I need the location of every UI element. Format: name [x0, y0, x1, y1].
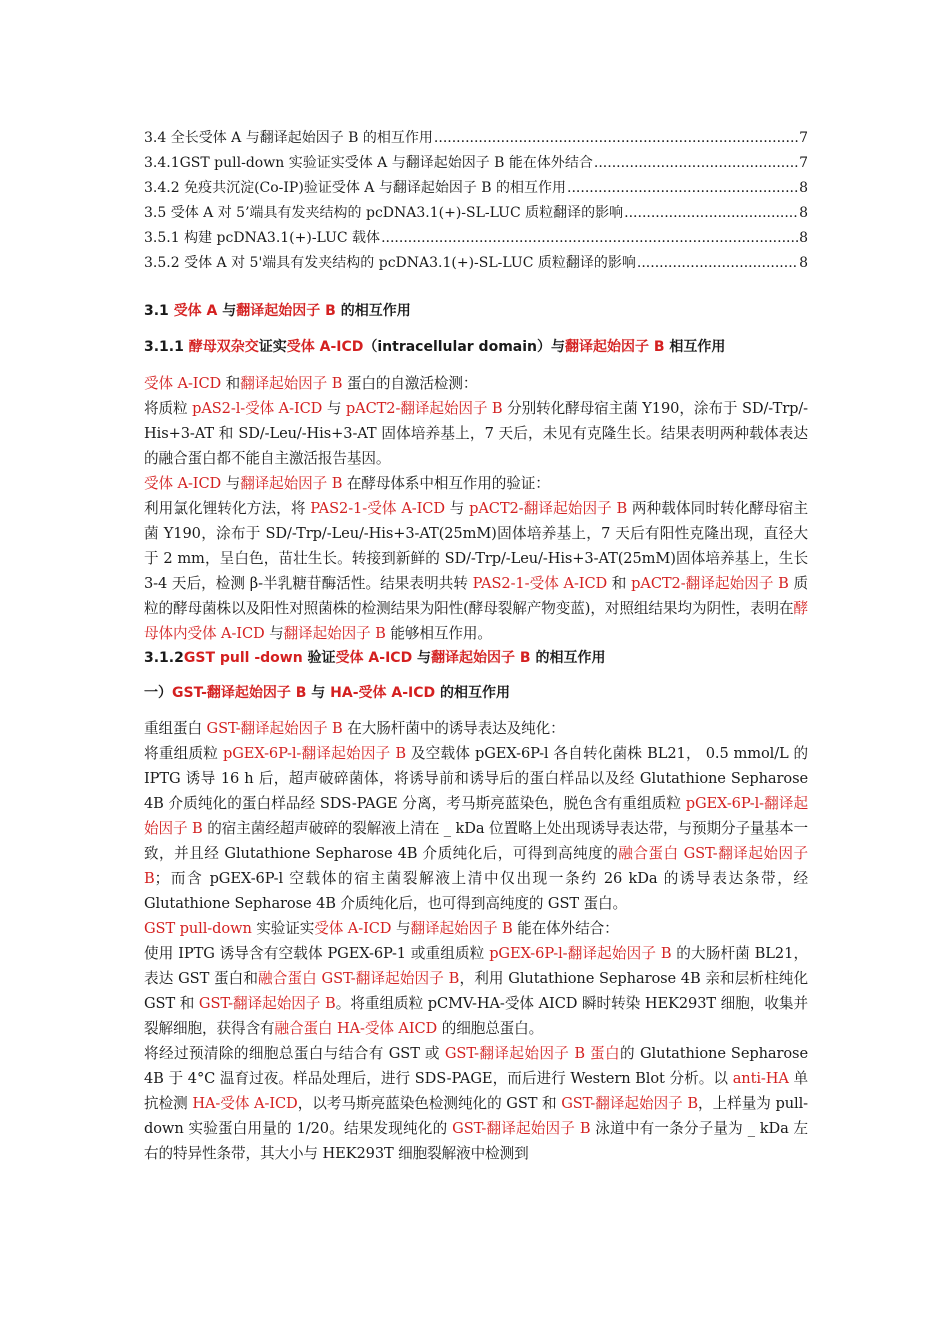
- paragraph: [144, 1041, 808, 1166]
- text-run: 与: [391, 920, 411, 937]
- section-body-3-1-2: [144, 716, 808, 1166]
- highlight-term: 酵母体内受体 A-ICD: [144, 600, 808, 642]
- paragraph: [144, 371, 808, 396]
- highlight-term: anti-HA: [732, 1070, 789, 1087]
- heading-text: 的相互作用: [530, 650, 606, 666]
- text-run: 使用 IPTG 诱导含有空载体 PGEX-6P-1 或重组质粒: [144, 945, 490, 962]
- toc-entry[interactable]: [144, 151, 808, 176]
- toc-entry-title: 3.5 受体 A 对 5’端具有发夹结构的 pcDNA3.1(+)-SL-LUC 质粒翻译的影响: [144, 205, 624, 221]
- toc-entry-title: 3.4.2 免疫共沉淀(Co-IP)验证受体 A 与翻译起始因子 B 的相互作用: [144, 180, 567, 196]
- highlight-term: 翻译起始因子 B: [240, 375, 343, 392]
- toc-entry-page: 7: [799, 155, 808, 171]
- paragraph: [144, 471, 808, 496]
- text-run: 与: [221, 475, 241, 492]
- highlight-term: PAS2-1-受体 A-ICD: [310, 500, 445, 517]
- text-run: 能够相互作用。: [385, 625, 492, 642]
- heading-text: 的相互作用: [435, 685, 511, 701]
- text-run: 单抗检测: [144, 1070, 808, 1112]
- heading-text: 证实: [258, 339, 287, 355]
- highlight-term: 翻译起始因子 B: [565, 339, 665, 355]
- text-run: 的细胞总蛋白。: [437, 1020, 544, 1037]
- toc-entry-page: 8: [799, 230, 808, 246]
- toc-leader-dots: [434, 126, 798, 151]
- highlight-term: 受体 A-ICD: [286, 339, 364, 355]
- text-run: 泳道中有一条分子量为 _ kDa 左右的特异性条带，其大小与 HEK293T 细胞裂解液中检测到: [144, 1120, 808, 1162]
- text-run: 的 Glutathione Sepharose 4B 于 4°C 温育过夜。样品处理后，进行 SDS-PAGE，而后进行 Western Blot 分析。以: [144, 1045, 808, 1087]
- text-run: 在大肠杆菌中的诱导表达及纯化：: [342, 720, 565, 737]
- section-heading-3-1: [144, 299, 808, 324]
- text-run: 重组蛋白: [144, 720, 207, 737]
- toc-leader-dots: [594, 151, 798, 176]
- toc-entry-title: 3.5.2 受体 A 对 5'端具有发夹结构的 pcDNA3.1(+)-SL-LUC 质粒翻译的影响: [144, 255, 636, 271]
- highlight-term: pACT2-翻译起始因子 B: [345, 400, 503, 417]
- highlight-term: pGEX-6P-l-翻译起始因子 B: [144, 795, 808, 837]
- highlight-term: 受体 A-ICD: [144, 375, 222, 392]
- text-run: 能在体外结合：: [512, 920, 619, 937]
- text-run: ，上样量为 pull-down 实验蛋白用量的 1/20。结果发现纯化的: [144, 1095, 808, 1137]
- highlight-term: 融合蛋白 GST-翻译起始因子 B: [144, 845, 808, 887]
- highlight-term: PAS2-1-受体 A-ICD: [472, 575, 608, 592]
- highlight-term: 受体 A-ICD: [144, 475, 222, 492]
- heading-number: 3.1: [144, 303, 174, 319]
- toc-entry[interactable]: [144, 226, 808, 251]
- text-run: 将质粒: [144, 400, 193, 417]
- highlight-term: 酵母双杂交: [188, 339, 259, 355]
- highlight-term: 融合蛋白 HA-受体 AICD: [274, 1020, 438, 1037]
- text-run: 及空载体 pGEX-6P-l 各自转化菌株 BL21， 0.5 mmol/L 的 IPTG 诱导 16 h 后，超声破碎菌体，将诱导前和诱导后的蛋白样品以及经 Glutathione Sepharose 4B 介质纯化的蛋白样品经 SDS-PAGE 分离，考马斯亮蓝染色，脱色含有重组质粒: [144, 745, 808, 812]
- heading-number: 3.1.1: [144, 339, 189, 355]
- highlight-term: HA-受体 A-ICD: [330, 685, 436, 701]
- section-body-3-1-1: [144, 371, 808, 646]
- highlight-term: GST-翻译起始因子 B: [452, 1120, 591, 1137]
- highlight-term: 翻译起始因子 B: [236, 303, 336, 319]
- text-run: ；而含 pGEX-6P-l 空载体的宿主菌裂解液上清中仅出现一条约 26 kDa 的诱导表达条带，经 Glutathione Sepharose 4B 介质纯化后，也可得到高纯度的 GST 蛋白。: [144, 870, 808, 912]
- text-run: 利用氯化锂转化方法，将: [144, 500, 311, 517]
- text-run: 。将重组质粒 pCMV-HA-受体 AICD 瞬时转染 HEK293T 细胞，收集并裂解细胞，获得含有: [144, 995, 808, 1037]
- heading-text: 相互作用: [664, 339, 726, 355]
- heading-text: 的相互作用: [335, 303, 411, 319]
- toc-leader-dots: [624, 201, 798, 226]
- highlight-term: 翻译起始因子 B: [240, 475, 343, 492]
- heading-text: 验证: [302, 650, 336, 666]
- toc-leader-dots: [381, 226, 798, 251]
- highlight-term: pAS2-l-受体 A-ICD: [192, 400, 323, 417]
- text-run: 与: [322, 400, 346, 417]
- toc-entry-page: 8: [799, 205, 808, 221]
- text-run: 两种载体同时转化酵母宿主菌 Y190，涂布于 SD/-Trp/-Leu/-His+3-AT(25mM)固体培养基上，7 天后有阳性克隆出现，直径大于 2 mm，呈白色，苗壮生长。转接到新鲜的 SD/-Trp/-Leu/-His+3-AT(25mM)固体培养基上，生长 3-4 天后，检测 β-半乳糖苷酶活性。结果表明共转: [144, 500, 808, 592]
- text-run: 与: [444, 500, 470, 517]
- table-of-contents: [144, 126, 808, 276]
- text-run: 实验证实: [251, 920, 315, 937]
- text-run: 分别转化酵母宿主菌 Y190，涂布于 SD/-Trp/-His+3-AT 和 SD/-Leu/-His+3-AT 固体培养基上，7 天后，未见有克隆生长。结果表明两种载体表达的融合蛋白都不能自主激活报告基因。: [144, 400, 808, 467]
- toc-leader-dots: [637, 251, 798, 276]
- highlight-term: GST-翻译起始因子 B: [172, 685, 307, 701]
- subsection-heading: [144, 681, 808, 706]
- toc-entry-page: 7: [799, 130, 808, 146]
- heading-text: 与: [217, 303, 237, 319]
- highlight-term: pGEX-6P-l-翻译起始因子 B: [222, 745, 406, 762]
- highlight-term: 受体 A: [173, 303, 218, 319]
- text-run: 的宿主菌经超声破碎的裂解液上清在 _ kDa 位置略上处出现诱导表达带，与预期分子量基本一致，并且经 Glutathione Sepharose 4B 介质纯化后，可得到高纯度的: [144, 820, 808, 862]
- heading-text: 与: [306, 685, 331, 701]
- text-run: 的大肠杆菌 BL21，表达 GST 蛋白和: [144, 945, 808, 987]
- heading-number: 3.1.2: [144, 650, 184, 666]
- toc-entry-title: 3.4.1GST pull-down 实验证实受体 A 与翻译起始因子 B 能在体外结合: [144, 155, 593, 171]
- highlight-term: 受体 A-ICD: [314, 920, 392, 937]
- heading-text: （intracellular domain）与: [363, 339, 565, 355]
- paragraph: [144, 716, 808, 741]
- highlight-term: GST pull-down: [144, 920, 252, 937]
- highlight-term: pACT2-翻译起始因子 B: [631, 575, 789, 592]
- paragraph: [144, 916, 808, 941]
- text-run: ，以考马斯亮蓝染色检测纯化的 GST 和: [297, 1095, 562, 1112]
- highlight-term: GST-翻译起始因子 B 蛋白: [444, 1045, 620, 1062]
- toc-entry-page: 8: [799, 255, 808, 271]
- text-run: 蛋白的自激活检测：: [342, 375, 478, 392]
- text-run: 将重组质粒: [144, 745, 223, 762]
- highlight-term: 融合蛋白 GST-翻译起始因子 B: [258, 970, 460, 987]
- document-page: [144, 126, 808, 1166]
- text-run: 在酵母体系中相互作用的验证：: [342, 475, 550, 492]
- paragraph: [144, 496, 808, 646]
- text-run: 和: [607, 575, 632, 592]
- text-run: 与: [264, 625, 284, 642]
- highlight-term: GST-翻译起始因子 B: [561, 1095, 698, 1112]
- highlight-term: pGEX-6P-l-翻译起始因子 B: [489, 945, 672, 962]
- highlight-term: 受体 A-ICD: [335, 650, 413, 666]
- highlight-term: 翻译起始因子 B: [431, 650, 531, 666]
- highlight-term: GST pull -down: [183, 650, 303, 666]
- paragraph: [144, 741, 808, 916]
- heading-text: 与: [412, 650, 432, 666]
- toc-entry[interactable]: [144, 251, 808, 276]
- toc-entry-title: 3.5.1 构建 pcDNA3.1(+)-LUC 载体: [144, 230, 381, 246]
- text-run: 将经过预清除的细胞总蛋白与结合有 GST 或: [144, 1045, 445, 1062]
- text-run: 和: [221, 375, 241, 392]
- toc-entry[interactable]: [144, 201, 808, 226]
- toc-leader-dots: [567, 176, 798, 201]
- highlight-term: pACT2-翻译起始因子 B: [469, 500, 628, 517]
- toc-entry-title: 3.4 全长受体 A 与翻译起始因子 B 的相互作用: [144, 130, 433, 146]
- paragraph: [144, 396, 808, 471]
- toc-entry[interactable]: [144, 126, 808, 151]
- text-run: 质粒的酵母菌株以及阳性对照菌株的检测结果为阳性(酵母裂解产物变蓝)，对照组结果均为阴性，表明在: [144, 575, 808, 617]
- highlight-term: 翻译起始因子 B: [283, 625, 386, 642]
- paragraph: [144, 941, 808, 1041]
- highlight-term: GST-翻译起始因子 B: [206, 720, 343, 737]
- section-heading-3-1-1: [144, 335, 808, 360]
- toc-entry[interactable]: [144, 176, 808, 201]
- toc-entry-page: 8: [799, 180, 808, 196]
- text-run: ，利用 Glutathione Sepharose 4B 亲和层析柱纯化 GST 和: [144, 970, 808, 1012]
- section-heading-3-1-2: [144, 646, 808, 671]
- heading-number: 一）: [144, 685, 172, 701]
- highlight-term: HA-受体 A-ICD: [192, 1095, 298, 1112]
- highlight-term: 翻译起始因子 B: [410, 920, 513, 937]
- highlight-term: GST-翻译起始因子 B: [198, 995, 336, 1012]
